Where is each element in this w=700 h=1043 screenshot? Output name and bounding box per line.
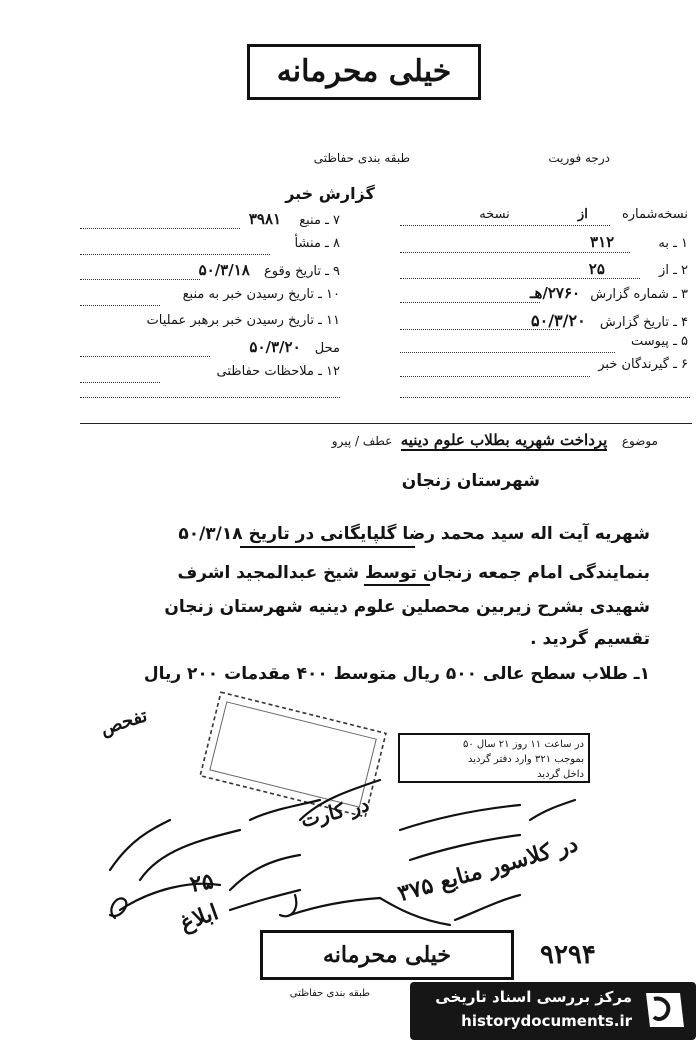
report-title: گزارش خبر bbox=[285, 184, 375, 203]
handwritten-note-3: ابلاغ bbox=[176, 899, 222, 937]
archive-logo-icon bbox=[640, 987, 690, 1035]
received-by-leader-value: ۵۰/۳/۲۰ bbox=[249, 338, 301, 356]
report-number-row bbox=[370, 284, 688, 302]
report-date-label: ۴ ـ تاریخ گزارش bbox=[599, 315, 688, 330]
copy-number-value: از bbox=[577, 207, 588, 222]
report-date-value: ۵۰/۳/۲۰ bbox=[531, 311, 586, 330]
from-value: ۲۵ bbox=[588, 260, 605, 278]
received-by-source-row bbox=[80, 287, 340, 302]
attachment-label: ۵ ـ پیوست bbox=[631, 334, 688, 349]
security-notes-row bbox=[80, 364, 340, 379]
received-by-leader-label: ۱۱ ـ تاریخ رسیدن خبر برهبر عملیات bbox=[146, 313, 340, 328]
recipients-row bbox=[390, 357, 688, 372]
archive-logo-bar bbox=[410, 982, 696, 1040]
report-date-row bbox=[370, 311, 688, 330]
distribution-line: ۱ـ طلاب سطح عالی ۵۰۰ ریال متوسط ۴۰۰ مقدمات ۲۰۰ ریال bbox=[143, 664, 650, 684]
handwritten-note-2: ۲۵ bbox=[187, 868, 216, 898]
event-date-row bbox=[80, 261, 340, 279]
archive-logo-text-en: historydocuments.ir bbox=[461, 1012, 632, 1030]
received-by-source-label: ۱۰ ـ تاریخ رسیدن خبر به منبع bbox=[182, 287, 340, 302]
subject-label: موضوع bbox=[621, 434, 658, 448]
archive-logo-text-fa: مرکز بررسی اسناد تاریخی bbox=[435, 988, 632, 1006]
top-classification-stamp-text: خیلی محرمانه bbox=[276, 54, 452, 89]
received-by-leader-place-label: محل bbox=[314, 341, 340, 356]
report-number-label: ۳ ـ شماره گزارش bbox=[590, 287, 688, 302]
top-classification-stamp bbox=[247, 44, 481, 100]
to-value: ۳۱۲ bbox=[590, 233, 615, 251]
handwritten-note-5: ۹۲۹۴ bbox=[540, 940, 596, 970]
classification-label: طبقه بندی حفاظتی bbox=[313, 151, 410, 165]
from-row bbox=[390, 260, 688, 278]
subject-row bbox=[220, 431, 658, 449]
subject-value: پرداخت شهریه بطلاب علوم دینیه bbox=[400, 431, 608, 449]
subject-reference: عطف / پیرو bbox=[331, 434, 393, 448]
copy-number-row bbox=[390, 207, 688, 222]
header-separator bbox=[80, 423, 692, 424]
event-date-label: ۹ ـ تاریخ وقوع bbox=[263, 264, 340, 279]
received-by-leader-row-2 bbox=[80, 338, 340, 356]
body-line-4: تقسیم گردید . bbox=[530, 629, 650, 649]
bottom-classification-stamp: خیلی محرمانه bbox=[260, 930, 514, 980]
to-row bbox=[390, 233, 688, 251]
copy-number-suffix: نسخه bbox=[479, 207, 510, 222]
to-label: ۱ ـ به bbox=[658, 236, 688, 251]
security-notes-label: ۱۲ ـ ملاحظات حفاظتی bbox=[216, 364, 340, 379]
attachment-row bbox=[390, 334, 688, 349]
city-heading: شهرستان زنجان bbox=[401, 471, 540, 491]
origin-label: ۸ ـ منشأ bbox=[294, 236, 340, 251]
receipt-stamp-line2: بموجب ۳۲۱ وارد دفتر گردید bbox=[467, 754, 584, 765]
handwritten-note-4: در کلاسور منابع ۳۷۵ bbox=[395, 830, 581, 908]
report-number-value: ۲۷۶۰/هـ bbox=[530, 284, 581, 302]
received-by-leader-row-1 bbox=[80, 313, 340, 328]
from-label: ۲ ـ از bbox=[659, 263, 688, 278]
source-value: ۳۹۸۱ bbox=[248, 210, 282, 228]
event-date-value: ۵۰/۳/۱۸ bbox=[198, 261, 250, 279]
handwritten-side-note: تفحص bbox=[97, 705, 150, 740]
source-row bbox=[80, 210, 340, 228]
recipients-label: ۶ ـ گیرندگان خبر bbox=[598, 357, 688, 372]
copy-number-label: نسخه‌شماره bbox=[621, 207, 688, 222]
body-line-3: شهیدی بشرح زیربین محصلین علوم دینیه شهرستان زنجان bbox=[164, 597, 650, 617]
origin-row bbox=[80, 236, 340, 251]
handwritten-note-1: در کارت bbox=[298, 791, 372, 833]
bottom-classification-label: طبقه بندی حفاظتی bbox=[289, 988, 370, 999]
receipt-stamp-line3: داخل گردید bbox=[537, 769, 584, 780]
urgency-label: درجه فوریت bbox=[548, 151, 610, 165]
body-line-2: بنمایندگی امام جمعه زنجان توسط شیخ عبدالمجید اشرف bbox=[177, 563, 650, 583]
body-line-1: شهریه آیت اله سید محمد رضا گلپایگانی در تاریخ ۵۰/۳/۱۸ bbox=[178, 524, 650, 544]
receipt-stamp-line1: در ساعت ۱۱ روز ۲۱ سال ۵۰ bbox=[462, 739, 584, 750]
source-label: ۷ ـ منبع bbox=[299, 213, 340, 228]
